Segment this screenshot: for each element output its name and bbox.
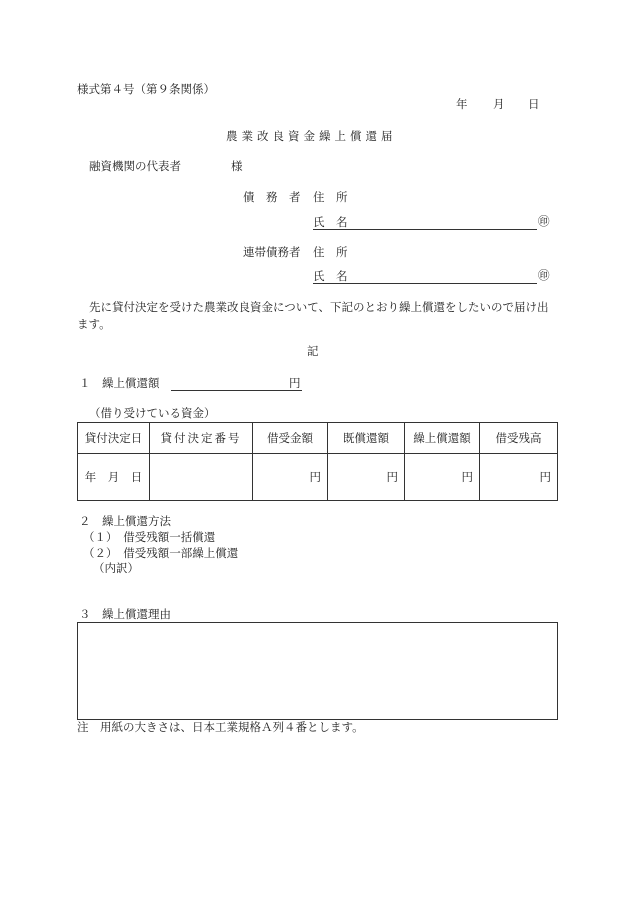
ki-heading: 記 (307, 344, 319, 358)
debtor-role: 債 務 者 (243, 190, 301, 204)
header-early-repayment-amount: 繰上償還額 (405, 423, 480, 454)
section2-label: ２ 繰上償還方法 (79, 514, 171, 528)
section2-item-2: （２） 借受残額一部繰上償還 (83, 546, 239, 560)
section2-item-1: （１） 借受残額一括償還 (83, 530, 216, 544)
repayment-amount-unit: 円 (289, 376, 301, 390)
addressee-label: 融資機関の代表者 (89, 159, 181, 173)
repayment-reason-box[interactable] (77, 622, 558, 720)
date-year-label: 年 (456, 97, 468, 111)
section1-label: １ 繰上償還額 (79, 376, 160, 390)
addressee-honorific: 様 (231, 159, 243, 173)
debtor-seal-mark: ㊞ (538, 214, 550, 228)
loan-table-header-row (78, 423, 558, 454)
footnote: 注 用紙の大きさは、日本工業規格Ａ列４番とします。 (77, 720, 364, 734)
form-number: 様式第４号（第９条関係） (77, 82, 215, 96)
date-day-label: 日 (528, 97, 540, 111)
joint-debtor-name-line[interactable] (313, 283, 537, 284)
loan-table-caption: （借り受けている資金） (89, 406, 216, 420)
cell-early-repayment-amount[interactable]: 円 (405, 454, 480, 501)
joint-debtor-role: 連帯債務者 (243, 245, 301, 259)
loan-table (77, 422, 558, 501)
cell-borrowed-amount[interactable]: 円 (253, 454, 328, 501)
cell-loan-decision-date[interactable]: 年 月 日 (78, 454, 150, 501)
debtor-name-label: 氏 名 (313, 215, 348, 229)
cell-loan-decision-number[interactable] (150, 454, 253, 501)
joint-debtor-seal-mark: ㊞ (538, 268, 550, 282)
document-title: 農業改良資金繰上償還届 (226, 129, 397, 143)
debtor-name-line[interactable] (313, 229, 537, 230)
header-loan-decision-date: 貸付決定日 (78, 423, 150, 454)
cell-repaid-amount[interactable]: 円 (328, 454, 405, 501)
header-loan-decision-number: 貸付決定番号 (150, 423, 253, 454)
date-month-label: 月 (493, 97, 505, 111)
joint-debtor-name-label: 氏 名 (313, 269, 348, 283)
cell-remaining-balance[interactable]: 円 (480, 454, 558, 501)
joint-debtor-address-label: 住 所 (313, 245, 348, 259)
repayment-amount-line[interactable] (171, 390, 302, 391)
header-remaining-balance: 借受残高 (480, 423, 558, 454)
table-row (78, 454, 558, 501)
header-repaid-amount: 既償還額 (328, 423, 405, 454)
debtor-address-label: 住 所 (313, 190, 348, 204)
body-paragraph: 先に貸付決定を受けた農業改良資金について、下記のとおり繰上償還をしたいので届け出ます。 (77, 300, 549, 331)
header-borrowed-amount: 借受金額 (253, 423, 328, 454)
section2-breakdown: （内訳） (93, 561, 139, 575)
section3-label: ３ 繰上償還理由 (79, 607, 171, 621)
